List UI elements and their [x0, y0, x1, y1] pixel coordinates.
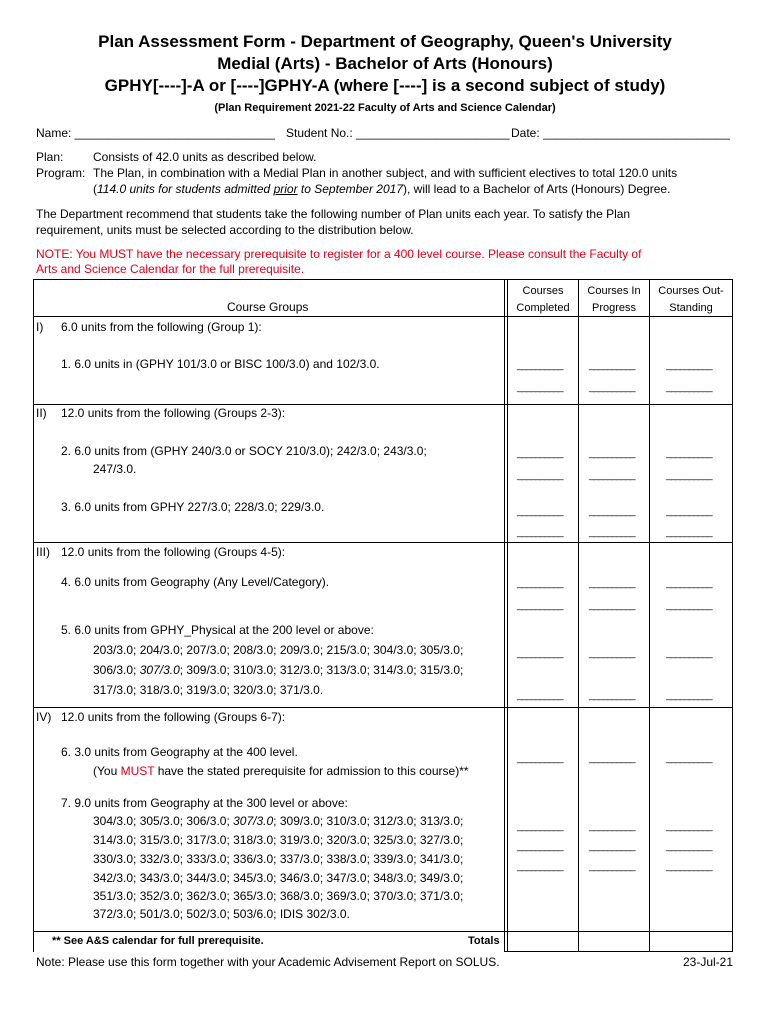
blank-completed-3[interactable]: __________	[517, 470, 563, 481]
item-2-line1: 2. 6.0 units from (GPHY 240/3.0 or SOCY 210/3.0); 242/3.0; 243/3.0;	[61, 444, 427, 458]
item-7-line7: 372/3.0; 501/3.0; 502/3.0; 503/6.0; IDIS 302/3.0.	[93, 907, 350, 921]
blank-outstanding-1[interactable]: __________	[666, 382, 712, 393]
blank-completed-6[interactable]: __________	[517, 578, 563, 589]
see-calendar-note: ** See A&S calendar for full prerequisite.	[52, 935, 264, 947]
item-7-line1: 7. 9.0 units from Geography at the 300 level or above:	[61, 796, 348, 810]
program-text: The Plan, in combination with a Medial Plan in another subject, and with sufficient electives to total 120.0 units	[93, 166, 678, 180]
blank-outstanding-12[interactable]: __________	[666, 841, 712, 852]
blank-completed-13[interactable]: __________	[517, 861, 563, 872]
program-italic-prior: prior	[273, 182, 298, 196]
plan-text: Consists of 42.0 units as described below.	[93, 150, 317, 164]
group-4-text: 12.0 units from the following (Groups 6-7):	[61, 710, 286, 724]
blank-in-progress-1[interactable]: __________	[589, 382, 635, 393]
item-5-line4: 317/3.0; 318/3.0; 319/3.0; 320/3.0; 371/3.0.	[93, 683, 324, 697]
col-header-outstanding-2: Standing	[669, 302, 713, 314]
paren-open: (	[93, 182, 97, 196]
col-divider-1b	[507, 279, 508, 952]
name-field[interactable]: Name: ______________________________	[36, 126, 275, 140]
prerequisite-note-line1: NOTE: You MUST have the necessary prerequisite to register for a 400 level course. Please consult the Faculty of	[36, 247, 642, 261]
table-bottom-border	[504, 951, 733, 952]
date-field[interactable]: Date: ____________________________	[511, 126, 730, 140]
program-text-line2	[93, 182, 670, 197]
recommend-line1: The Department recommend that students take the following number of Plan units each year. To satisfy the Plan	[36, 207, 631, 221]
blank-in-progress-7[interactable]: __________	[589, 600, 635, 611]
blank-completed-9[interactable]: __________	[517, 690, 563, 701]
blank-completed-8[interactable]: __________	[517, 648, 563, 659]
recommend-line2: requirement, units must be selected according to the distribution below.	[36, 223, 414, 237]
blank-in-progress-6[interactable]: __________	[589, 578, 635, 589]
item-7-line4: 330/3.0; 332/3.0; 333/3.0; 336/3.0; 337/3.0; 338/3.0; 339/3.0; 341/3.0;	[93, 852, 464, 866]
totals-divider	[33, 931, 733, 932]
blank-completed-0[interactable]: __________	[517, 360, 563, 371]
totals-label: Totals	[468, 935, 500, 947]
item-6-line1: 6. 3.0 units from Geography at the 400 level.	[61, 745, 298, 759]
col-header-completed-2: Completed	[516, 302, 570, 314]
group-divider-3	[33, 542, 733, 543]
item-7-line2-italic: 307/3.0	[233, 814, 274, 828]
item-2-line2: 247/3.0.	[93, 462, 137, 476]
blank-in-progress-13[interactable]: __________	[589, 861, 635, 872]
blank-completed-4[interactable]: __________	[517, 506, 563, 517]
group-1-text: 6.0 units from the following (Group 1):	[61, 320, 262, 334]
group-divider-4	[33, 707, 733, 708]
blank-outstanding-2[interactable]: __________	[666, 448, 712, 459]
blank-outstanding-7[interactable]: __________	[666, 600, 712, 611]
col-divider-3	[649, 279, 650, 952]
blank-outstanding-8[interactable]: __________	[666, 648, 712, 659]
blank-outstanding-11[interactable]: __________	[666, 821, 712, 832]
blank-in-progress-3[interactable]: __________	[589, 470, 635, 481]
student-no-field[interactable]: Student No.: _______________________	[286, 126, 510, 140]
blank-in-progress-4[interactable]: __________	[589, 506, 635, 517]
col-divider-2	[578, 279, 579, 952]
blank-completed-1[interactable]: __________	[517, 382, 563, 393]
blank-completed-7[interactable]: __________	[517, 600, 563, 611]
form-title-line1: Plan Assessment Form - Department of Geography, Queen's University	[98, 32, 672, 51]
blank-in-progress-12[interactable]: __________	[589, 841, 635, 852]
program-rest: ), will lead to a Bachelor of Arts (Honours) Degree.	[402, 182, 671, 196]
plan-label: Plan:	[36, 150, 64, 164]
blank-in-progress-2[interactable]: __________	[589, 448, 635, 459]
item-7-line5: 342/3.0; 343/3.0; 344/3.0; 345/3.0; 346/3.0; 347/3.0; 348/3.0; 349/3.0;	[93, 871, 464, 885]
program-italic-b: to September 2017	[297, 182, 403, 196]
blank-in-progress-0[interactable]: __________	[589, 360, 635, 371]
col-header-course-groups: Course Groups	[227, 300, 309, 314]
blank-in-progress-11[interactable]: __________	[589, 821, 635, 832]
blank-completed-11[interactable]: __________	[517, 821, 563, 832]
item-5-line1: 5. 6.0 units from GPHY_Physical at the 200 level or above:	[61, 623, 374, 637]
blank-completed-10[interactable]: __________	[517, 753, 563, 764]
group-2-text: 12.0 units from the following (Groups 2-3):	[61, 406, 286, 420]
item-6-line2-b: have the stated prerequisite for admission to this course)**	[154, 764, 469, 778]
item-7-line2-a: 304/3.0; 305/3.0; 306/3.0;	[93, 814, 234, 828]
col-header-inprogress-2: Progress	[591, 302, 637, 314]
prerequisite-note-line2: Arts and Science Calendar for the full prerequisite.	[36, 262, 305, 276]
group-3-number: III)	[36, 545, 50, 559]
form-title-line3: GPHY[----]-A or [----]GPHY-A (where [----] is a second subject of study)	[104, 76, 666, 95]
blank-completed-5[interactable]: __________	[517, 527, 563, 538]
group-1-number: I)	[36, 320, 44, 334]
blank-outstanding-0[interactable]: __________	[666, 360, 712, 371]
col-divider-1	[504, 279, 505, 952]
item-5-line3	[93, 663, 463, 678]
blank-in-progress-9[interactable]: __________	[589, 690, 635, 701]
blank-in-progress-5[interactable]: __________	[589, 527, 635, 538]
item-6-line2-a: (You	[93, 764, 121, 778]
item-7-line2	[93, 814, 463, 829]
item-6-line2	[93, 764, 469, 779]
group-divider-2	[33, 404, 733, 405]
item-5-line3-b: ; 309/3.0; 310/3.0; 312/3.0; 313/3.0; 314/3.0; 315/3.0;	[179, 663, 464, 677]
blank-outstanding-3[interactable]: __________	[666, 470, 712, 481]
col-header-outstanding-1: Courses Out-	[658, 285, 724, 297]
group-2-number: II)	[36, 406, 47, 420]
item-5-line2: 203/3.0; 204/3.0; 207/3.0; 208/3.0; 209/3.0; 215/3.0; 304/3.0; 305/3.0;	[93, 643, 464, 657]
blank-completed-2[interactable]: __________	[517, 448, 563, 459]
item-7-line3: 314/3.0; 315/3.0; 317/3.0; 318/3.0; 319/3.0; 320/3.0; 325/3.0; 327/3.0;	[93, 833, 464, 847]
item-7-line2-b: ; 309/3.0; 310/3.0; 312/3.0; 313/3.0;	[273, 814, 464, 828]
program-label: Program:	[36, 166, 86, 180]
item-5-line3-a: 306/3.0;	[93, 663, 140, 677]
table-top-border	[33, 279, 733, 280]
form-subtitle: (Plan Requirement 2021-22 Faculty of Arts and Science Calendar)	[214, 102, 556, 114]
col-header-inprogress-1: Courses In	[587, 285, 641, 297]
blank-outstanding-4[interactable]: __________	[666, 506, 712, 517]
item-1: 1. 6.0 units in (GPHY 101/3.0 or BISC 100/3.0) and 102/3.0.	[61, 357, 380, 371]
group-4-number: IV)	[36, 710, 52, 724]
blank-in-progress-10[interactable]: __________	[589, 753, 635, 764]
blank-outstanding-9[interactable]: __________	[666, 690, 712, 701]
footer-note: Note: Please use this form together with your Academic Advisement Report on SOLUS.	[36, 955, 500, 969]
item-4: 4. 6.0 units from Geography (Any Level/Category).	[61, 575, 330, 589]
item-5-line3-italic: 307/3.0	[139, 663, 180, 677]
blank-outstanding-5[interactable]: __________	[666, 527, 712, 538]
table-right-border	[732, 279, 733, 952]
item-6-must: MUST	[120, 764, 155, 778]
blank-outstanding-13[interactable]: __________	[666, 861, 712, 872]
table-header-border	[33, 316, 733, 317]
item-7-line6: 351/3.0; 352/3.0; 362/3.0; 365/3.0; 368/3.0; 369/3.0; 370/3.0; 371/3.0;	[93, 889, 464, 903]
table-left-border	[33, 279, 34, 952]
program-italic-a: 114.0 units for students admitted	[97, 182, 274, 196]
item-3: 3. 6.0 units from GPHY 227/3.0; 228/3.0; 229/3.0.	[61, 500, 325, 514]
group-3-text: 12.0 units from the following (Groups 4-5):	[61, 545, 286, 559]
form-title-line2: Medial (Arts) - Bachelor of Arts (Honours)	[217, 54, 553, 73]
blank-outstanding-6[interactable]: __________	[666, 578, 712, 589]
col-header-completed-1: Courses	[522, 285, 564, 297]
blank-completed-12[interactable]: __________	[517, 841, 563, 852]
footer-date: 23-Jul-21	[683, 955, 734, 969]
blank-in-progress-8[interactable]: __________	[589, 648, 635, 659]
blank-outstanding-10[interactable]: __________	[666, 753, 712, 764]
